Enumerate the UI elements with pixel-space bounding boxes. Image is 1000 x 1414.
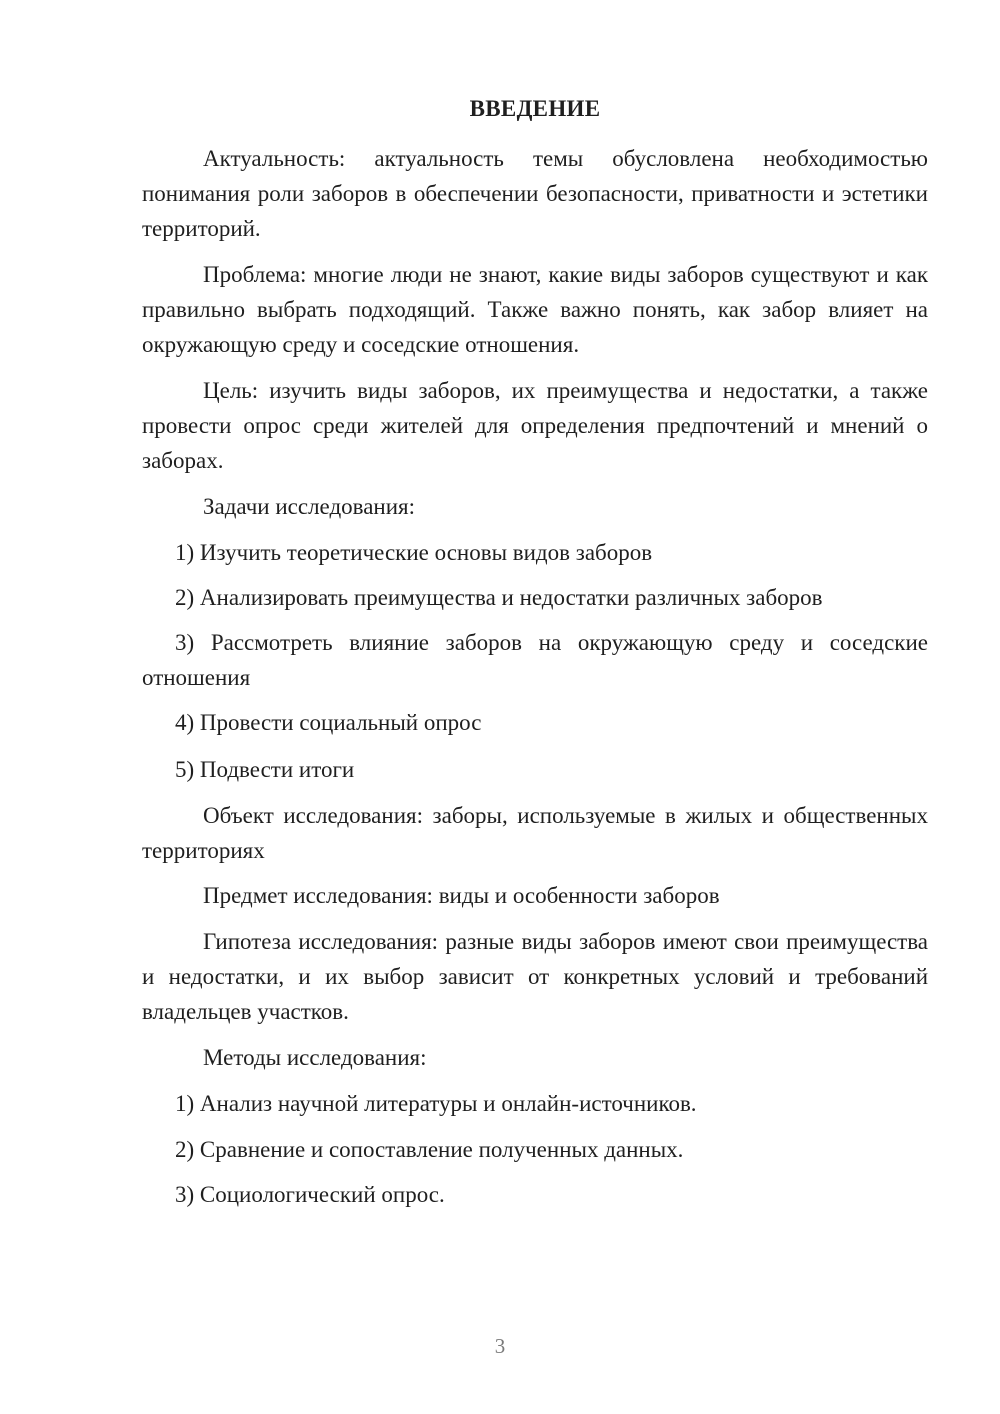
document-page bbox=[142, 0, 928, 1414]
task-item-1: 1) Изучить теоретические основы видов заборов bbox=[175, 540, 653, 565]
method-item-3: 3) Социологический опрос. bbox=[175, 1182, 445, 1207]
task-item-5: 5) Подвести итоги bbox=[175, 757, 355, 782]
task-item-3: 3) Рассмотреть влияние заборов на окружающую среду и соседские отношения bbox=[142, 630, 928, 690]
tasks-title: Задачи исследования: bbox=[203, 494, 416, 519]
page-number: 3 bbox=[494, 1334, 506, 1358]
method-item-1: 1) Анализ научной литературы и онлайн-источников. bbox=[175, 1091, 697, 1116]
subject-paragraph: Предмет исследования: виды и особенности заборов bbox=[203, 883, 720, 908]
object-paragraph: Объект исследования: заборы, используемые в жилых и общественных территориях bbox=[142, 803, 928, 863]
problem-paragraph: Проблема: многие люди не знают, какие виды заборов существуют и как правильно выбрать подходящий. Также важно понять, как забор влияет на окружающую среду и соседские отношения. bbox=[142, 262, 928, 357]
hypothesis-paragraph: Гипотеза исследования: разные виды заборов имеют свои преимущества и недостатки, и их выбор зависит от конкретных условий и требований владельцев участков. bbox=[142, 929, 928, 1024]
page-heading: ВВЕДЕНИЕ bbox=[469, 96, 601, 121]
goal-paragraph: Цель: изучить виды заборов, их преимущества и недостатки, а также провести опрос среди жителей для определения предпочтений и мнений о заборах. bbox=[142, 378, 928, 473]
task-item-2: 2) Анализировать преимущества и недостатки различных заборов bbox=[175, 585, 823, 610]
methods-title: Методы исследования: bbox=[203, 1045, 427, 1070]
method-item-2: 2) Сравнение и сопоставление полученных данных. bbox=[175, 1137, 684, 1162]
task-item-4: 4) Провести социальный опрос bbox=[175, 710, 482, 735]
relevance-paragraph: Актуальность: актуальность темы обусловлена необходимостью понимания роли заборов в обеспечении безопасности, приватности и эстетики территорий. bbox=[142, 146, 928, 241]
